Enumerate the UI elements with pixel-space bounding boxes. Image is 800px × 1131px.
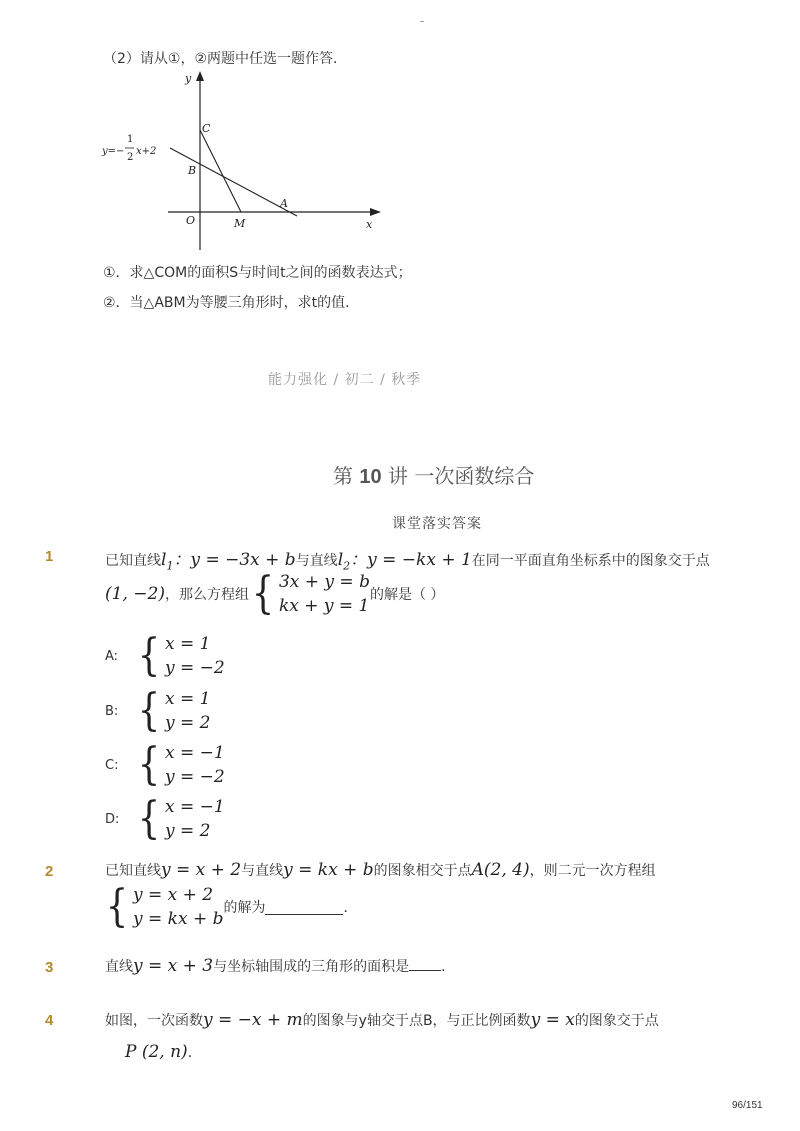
q3-eq: y = x + 3 bbox=[133, 956, 214, 976]
top-mark: - bbox=[420, 14, 425, 28]
q1-l2 bbox=[337, 550, 472, 573]
line-cm bbox=[200, 130, 241, 212]
q2-sys-line-2: y = kx + b bbox=[133, 909, 224, 929]
point-a-label: A bbox=[280, 197, 288, 210]
origin-label: O bbox=[186, 214, 196, 227]
left-brace: { bbox=[137, 630, 161, 681]
point-b-label: B bbox=[188, 164, 197, 177]
question-1-line-2 bbox=[105, 570, 444, 618]
q4-text-3: 的图象交于点 bbox=[574, 1013, 659, 1029]
q2-eq1: y = x + 2 bbox=[161, 860, 242, 880]
option-a-line-2: y = −2 bbox=[165, 658, 225, 678]
sub-question-1: ①．求△COM的面积S与时间t之间的函数表达式； bbox=[103, 265, 412, 281]
question-number-2: 2 bbox=[45, 863, 54, 880]
q1-text-1: 已知直线 bbox=[105, 553, 161, 569]
x-axis-label: x bbox=[366, 218, 373, 231]
question-number-4: 4 bbox=[45, 1012, 54, 1029]
option-a[interactable] bbox=[105, 632, 225, 680]
option-c-line-1: x = −1 bbox=[165, 743, 225, 763]
option-d-line-1: x = −1 bbox=[165, 797, 225, 817]
option-d[interactable] bbox=[105, 795, 225, 843]
x-axis-arrow bbox=[370, 208, 381, 216]
option-b-line-2: y = 2 bbox=[165, 713, 211, 733]
q1-l1-subscript: 1 bbox=[166, 559, 174, 573]
section-header: 能力强化 / 初二 / 秋季 bbox=[268, 372, 422, 388]
q4-point: P (2, n) bbox=[125, 1042, 188, 1062]
lecture-title bbox=[333, 460, 534, 489]
question-1-line-1 bbox=[105, 545, 710, 572]
point-m-label: M bbox=[234, 217, 246, 230]
option-d-line-2: y = 2 bbox=[165, 821, 211, 841]
q1-eq2: ：y = −kx + 1 bbox=[350, 550, 472, 570]
q3-answer-blank[interactable] bbox=[409, 956, 441, 971]
line-label-denominator: 2 bbox=[127, 152, 134, 163]
q2-sys-line-1: y = x + 2 bbox=[133, 885, 214, 905]
q1-l2-symbol: l bbox=[337, 550, 344, 570]
option-d-system bbox=[135, 795, 225, 843]
left-brace: { bbox=[251, 568, 275, 619]
lecture-number: 10 bbox=[359, 466, 382, 488]
q2-answer-blank[interactable] bbox=[265, 900, 343, 915]
q4-text-4: ． bbox=[187, 1045, 202, 1061]
option-c-label: C: bbox=[105, 757, 119, 773]
q2-eq2: y = kx + b bbox=[283, 860, 374, 880]
q4-eq2: y = x bbox=[530, 1010, 575, 1030]
y-axis-label: y bbox=[185, 72, 192, 85]
y-axis-arrow bbox=[196, 71, 204, 81]
question-4-line-2 bbox=[125, 1042, 202, 1062]
q1-eq1: ：y = −3x + b bbox=[173, 550, 296, 570]
question-4-line-1 bbox=[105, 1010, 659, 1030]
q1-text-2: 与直线 bbox=[295, 553, 338, 569]
option-b-system bbox=[135, 687, 210, 735]
q3-text-2: 与坐标轴围成的三角形的面积是 bbox=[213, 959, 410, 975]
q1-equation-system bbox=[249, 570, 370, 618]
q2-text-6: ． bbox=[343, 900, 358, 916]
option-a-system bbox=[135, 632, 225, 680]
part2-instruction: （2）请从①，②两题中任选一题作答． bbox=[103, 51, 348, 67]
q1-text-5: 的解是（ ） bbox=[369, 587, 445, 603]
left-brace: { bbox=[105, 881, 129, 932]
q4-eq1: y = −x + m bbox=[203, 1010, 303, 1030]
question-2-line-2 bbox=[103, 883, 357, 931]
option-c[interactable] bbox=[105, 741, 225, 789]
q1-text-4: ，那么方程组 bbox=[164, 587, 249, 603]
left-brace: { bbox=[137, 793, 161, 844]
q2-point: A(2, 4) bbox=[471, 860, 530, 880]
sub-question-2: ②．当△ABM为等腰三角形时，求t的值． bbox=[103, 295, 360, 311]
left-brace: { bbox=[137, 685, 161, 736]
q4-text-1: 如图，一次函数 bbox=[105, 1013, 203, 1029]
left-brace: { bbox=[137, 739, 161, 790]
question-3-line-1 bbox=[105, 956, 455, 976]
q2-text-2: 与直线 bbox=[241, 863, 284, 879]
line-label-suffix: x+2 bbox=[136, 146, 157, 157]
question-2-line-1 bbox=[105, 860, 656, 880]
option-a-label: A: bbox=[105, 648, 119, 664]
q2-text-1: 已知直线 bbox=[105, 863, 161, 879]
line-label-prefix: y=− bbox=[102, 146, 125, 157]
coordinate-graph bbox=[100, 68, 400, 258]
q3-text-3: ． bbox=[441, 959, 456, 975]
option-b-label: B: bbox=[105, 703, 119, 719]
q2-text-5: 的解为 bbox=[223, 900, 266, 916]
page-number: 96/151 bbox=[732, 1100, 763, 1111]
question-number-1: 1 bbox=[45, 548, 54, 565]
lecture-prefix: 第 bbox=[333, 464, 353, 488]
q4-text-2: 的图象与y轴交于点B，与正比例函数 bbox=[302, 1013, 531, 1029]
option-d-label: D: bbox=[105, 811, 120, 827]
q1-sys-line-2: kx + y = 1 bbox=[278, 596, 370, 616]
q1-l1 bbox=[161, 550, 296, 573]
q1-sys-line-1: 3x + y = b bbox=[278, 572, 370, 592]
option-b[interactable] bbox=[105, 687, 210, 735]
q2-text-4: ，则二元一次方程组 bbox=[529, 863, 656, 879]
option-a-line-1: x = 1 bbox=[165, 634, 211, 654]
option-c-system bbox=[135, 741, 225, 789]
subheading: 课堂落实答案 bbox=[392, 516, 482, 532]
q3-text-1: 直线 bbox=[105, 959, 133, 975]
q1-l1-symbol: l bbox=[161, 550, 167, 570]
line-label-numerator: 1 bbox=[127, 134, 134, 145]
q1-text-3: 在同一平面直角坐标系中的图象交于点 bbox=[471, 553, 710, 569]
question-number-3: 3 bbox=[45, 959, 54, 976]
lecture-suffix: 讲 一次函数综合 bbox=[387, 464, 535, 488]
q1-point: (1, −2) bbox=[105, 584, 165, 604]
point-c-label: C bbox=[202, 122, 211, 135]
q2-text-3: 的图象相交于点 bbox=[373, 863, 472, 879]
line-ba bbox=[170, 148, 297, 216]
option-b-line-1: x = 1 bbox=[165, 689, 211, 709]
q2-equation-system bbox=[103, 883, 223, 931]
q1-l2-subscript: 2 bbox=[343, 559, 351, 573]
option-c-line-2: y = −2 bbox=[165, 767, 225, 787]
